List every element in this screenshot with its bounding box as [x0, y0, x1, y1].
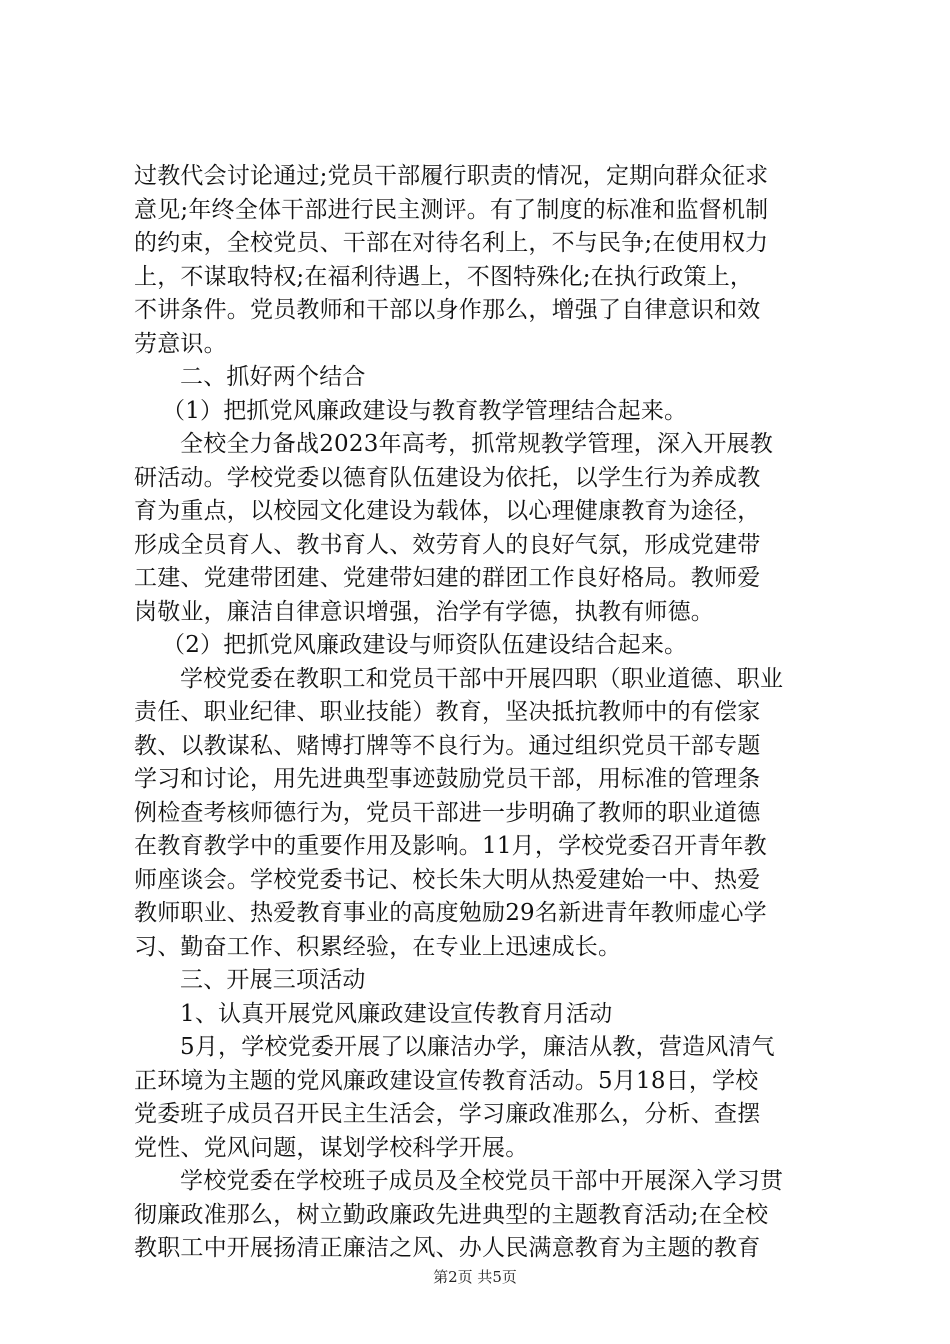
text-line: 研活动。学校党委以德育队伍建设为依托，以学生行为养成教 [134, 464, 761, 491]
text-line: 上，不谋取特权;在福利待遇上，不图特殊化;在执行政策上， [134, 263, 754, 290]
text-line: 习、勤奋工作、积累经验，在专业上迅速成长。 [134, 933, 622, 960]
text-line: 形成全员育人、教书育人、效劳育人的良好气氛，形成党建带 [134, 531, 761, 558]
text-line: 学校党委在教职工和党员干部中开展四职（职业道德、职业 [180, 665, 784, 692]
section-heading: 二、抓好两个结合 [180, 364, 366, 390]
text-line: 不讲条件。党员教师和干部以身作那么，增强了自律意识和效 [134, 297, 761, 323]
text-line: 育为重点，以校园文化建设为载体，以心理健康教育为途径， [134, 498, 761, 524]
text-line: 全校全力备战2023年高考，抓常规教学管理，深入开展教 [180, 431, 773, 457]
section-heading: 三、开展三项活动 [180, 967, 366, 993]
text-line: 党委班子成员召开民主生活会，学习廉政准那么，分析、查摆 [134, 1101, 761, 1127]
text-line: 教师职业、热爱教育事业的高度勉励29名新进青年教师虚心学 [134, 900, 767, 926]
subsection-heading: 1、认真开展党风廉政建设宣传教育月活动 [180, 1000, 613, 1027]
text-line: 彻廉政准那么，树立勤政廉政先进典型的主题教育活动;在全校 [134, 1201, 769, 1228]
text-line: 意见;年终全体干部进行民主测评。有了制度的标准和监督机制 [134, 196, 769, 223]
text-line: 岗敬业，廉洁自律意识增强，治学有学德，执教有师德。 [134, 598, 714, 625]
text-line: 在教育教学中的重要作用及影响。11月，学校党委召开青年教 [134, 833, 767, 859]
text-line: 学习和讨论，用先进典型事迹鼓励党员干部，用标准的管理条 [134, 766, 761, 792]
text-line: 工建、党建带团建、党建带妇建的群团工作良好格局。教师爱 [134, 565, 761, 591]
subsection-heading: （1）把抓党风廉政建设与教育教学管理结合起来。 [162, 397, 688, 424]
page-number-footer: 第2页 共5页 [433, 1268, 517, 1286]
text-line: 正环境为主题的党风廉政建设宣传教育活动。5月18日，学校 [134, 1067, 759, 1094]
text-line: 教、以教谋私、赌博打牌等不良行为。通过组织党员干部专题 [134, 732, 761, 759]
document-body [134, 160, 834, 1266]
text-line: 党性、党风问题，谋划学校科学开展。 [134, 1134, 529, 1161]
text-line: 责任、职业纪律、职业技能）教育，坚决抵抗教师中的有偿家 [134, 699, 761, 725]
text-line: 教职工中开展扬清正廉洁之风、办人民满意教育为主题的教育 [134, 1235, 761, 1261]
text-line: 劳意识。 [134, 330, 227, 357]
text-line: 师座谈会。学校党委书记、校长朱大明从热爱建始一中、热爱 [134, 866, 761, 893]
text-line: 过教代会讨论通过;党员干部履行职责的情况，定期向群众征求 [134, 163, 769, 189]
text-line: 5月，学校党委开展了以廉洁办学，廉洁从教，营造风清气 [180, 1034, 775, 1060]
text-line: 学校党委在学校班子成员及全校党员干部中开展深入学习贯 [180, 1168, 784, 1194]
text-line: 的约束，全校党员、干部在对待名利上，不与民争;在使用权力 [134, 230, 769, 256]
text-line: 例检查考核师德行为，党员干部进一步明确了教师的职业道德 [134, 799, 761, 826]
subsection-heading: （2）把抓党风廉政建设与师资队伍建设结合起来。 [162, 632, 688, 658]
